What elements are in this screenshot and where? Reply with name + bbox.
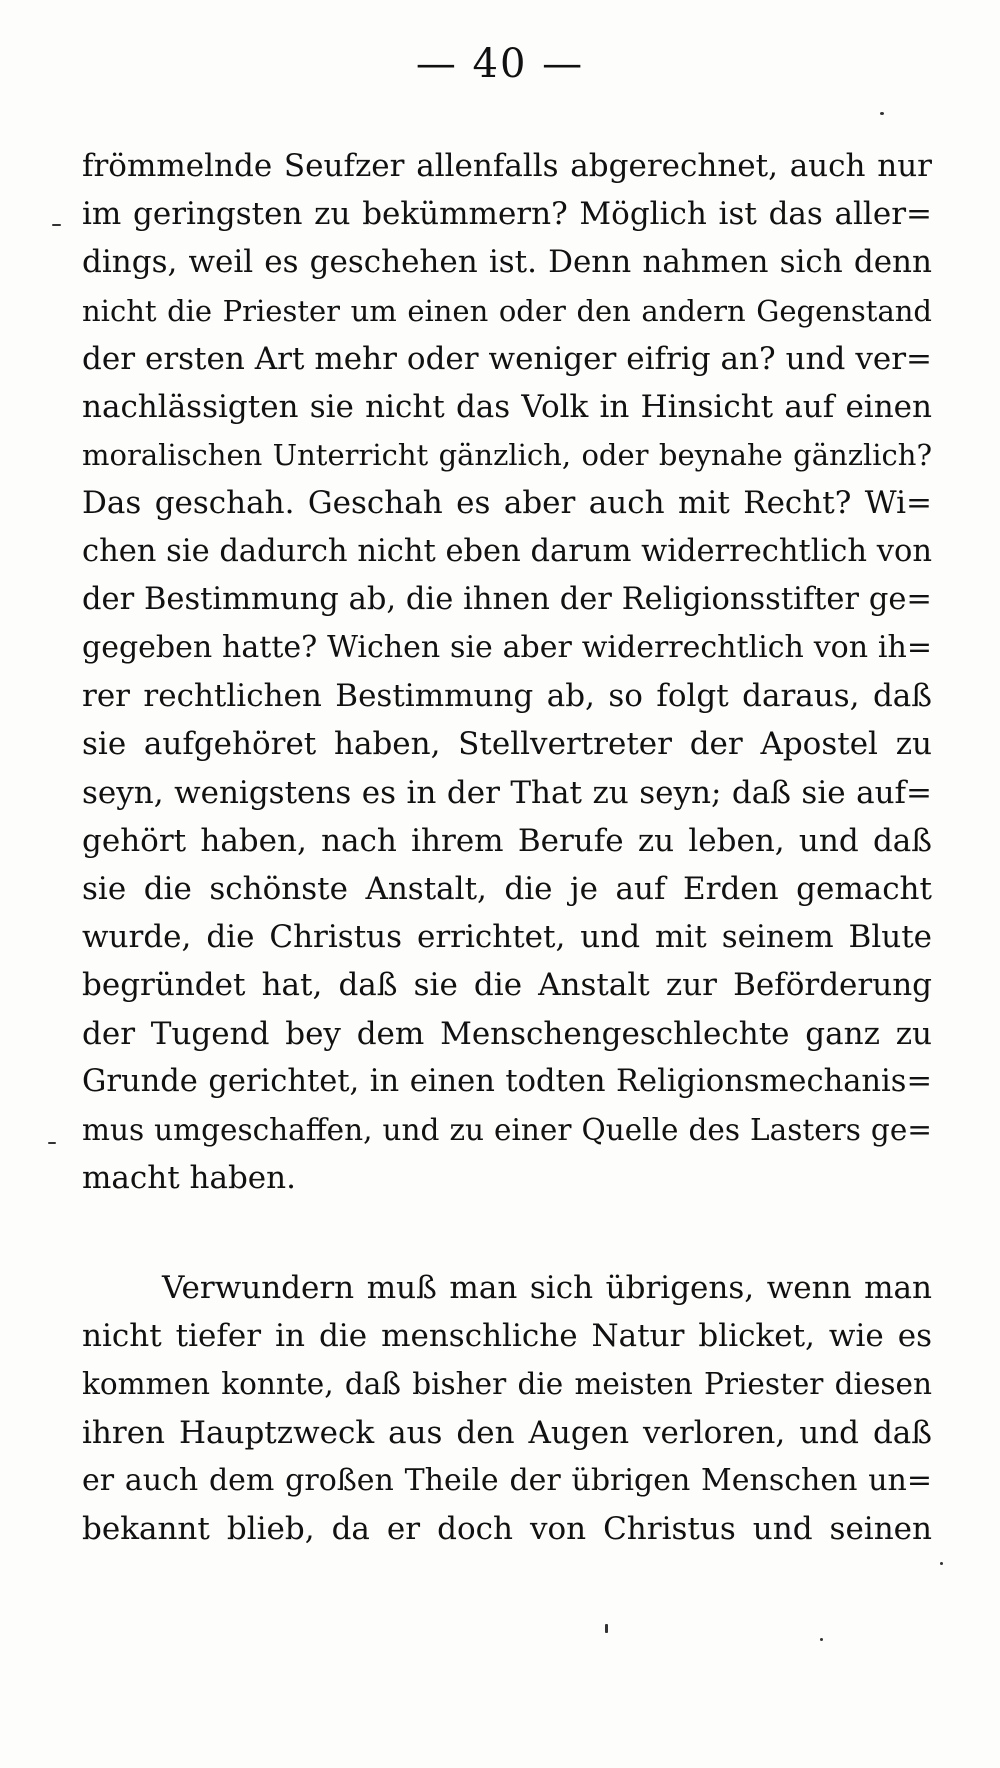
text-line: frömmelnde Seufzer allenfalls abgerechnet, auch nur	[82, 148, 932, 184]
text-line: moralischen Unterricht gänzlich, oder beynahe gänzlich?	[82, 438, 932, 473]
scan-speck	[52, 224, 61, 226]
text-line: dings, weil es geschehen ist. Denn nahmen sich denn	[82, 244, 932, 281]
scan-speck	[820, 1638, 823, 1641]
text-line: macht haben.	[82, 1160, 296, 1197]
text-line: wurde, die Christus errichtet, und mit seinem Blute	[82, 919, 932, 956]
text-line: seyn, wenigstens es in der That zu seyn; daß sie auf=	[82, 774, 932, 811]
text-line: der Bestimmung ab, die ihnen der Religionsstifter ge=	[82, 581, 932, 617]
text-line: Verwundern muß man sich übrigens, wenn man	[162, 1270, 932, 1306]
text-line: kommen konnte, daß bisher die meisten Priester diesen	[82, 1367, 932, 1402]
scan-speck	[48, 1142, 56, 1144]
text-line: ihren Hauptzweck aus den Augen verloren, und daß	[82, 1414, 932, 1451]
text-line: nicht die Priester um einen oder den andern Gegenstand	[82, 293, 932, 328]
page-number: — 40 —	[415, 41, 585, 87]
scan-speck	[605, 1624, 608, 1633]
text-line: sie die schönste Anstalt, die je auf Erden gemacht	[82, 871, 932, 908]
text-line: bekannt blieb, da er doch von Christus und seinen	[82, 1511, 932, 1548]
text-line: der ersten Art mehr oder weniger eifrig an? und ver=	[82, 340, 932, 377]
text-line: sie aufgehöret haben, Stellvertreter der Apostel zu	[82, 726, 932, 763]
text-line: im geringsten zu bekümmern? Möglich ist das aller=	[82, 196, 932, 233]
text-line: nicht tiefer in die menschliche Natur blicket, wie es	[82, 1318, 932, 1355]
scan-speck	[880, 112, 884, 115]
scan-speck	[940, 1562, 943, 1565]
text-line: nachlässigten sie nicht das Volk in Hinsicht auf einen	[82, 389, 932, 426]
text-line: gegeben hatte? Wichen sie aber widerrechtlich von ih=	[82, 630, 932, 666]
text-line: chen sie dadurch nicht eben darum widerrechtlich von	[82, 533, 932, 569]
text-line: der Tugend bey dem Menschengeschlechte ganz zu	[82, 1015, 932, 1052]
paragraph-2	[82, 1264, 932, 1553]
text-line: Grunde gerichtet, in einen todten Religionsmechanis=	[82, 1063, 932, 1099]
text-line: begründet hat, daß sie die Anstalt zur Beförderung	[82, 967, 932, 1004]
text-line: er auch dem großen Theile der übrigen Menschen un=	[82, 1462, 932, 1498]
paragraph-1	[82, 142, 932, 1202]
text-line: gehört haben, nach ihrem Berufe zu leben, und daß	[82, 822, 932, 859]
text-line: rer rechtlichen Bestimmung ab, so folgt daraus, daß	[82, 678, 932, 715]
text-line: Das geschah. Geschah es aber auch mit Recht? Wi=	[82, 485, 932, 522]
text-line: mus umgeschaffen, und zu einer Quelle des Lasters ge=	[82, 1113, 932, 1148]
